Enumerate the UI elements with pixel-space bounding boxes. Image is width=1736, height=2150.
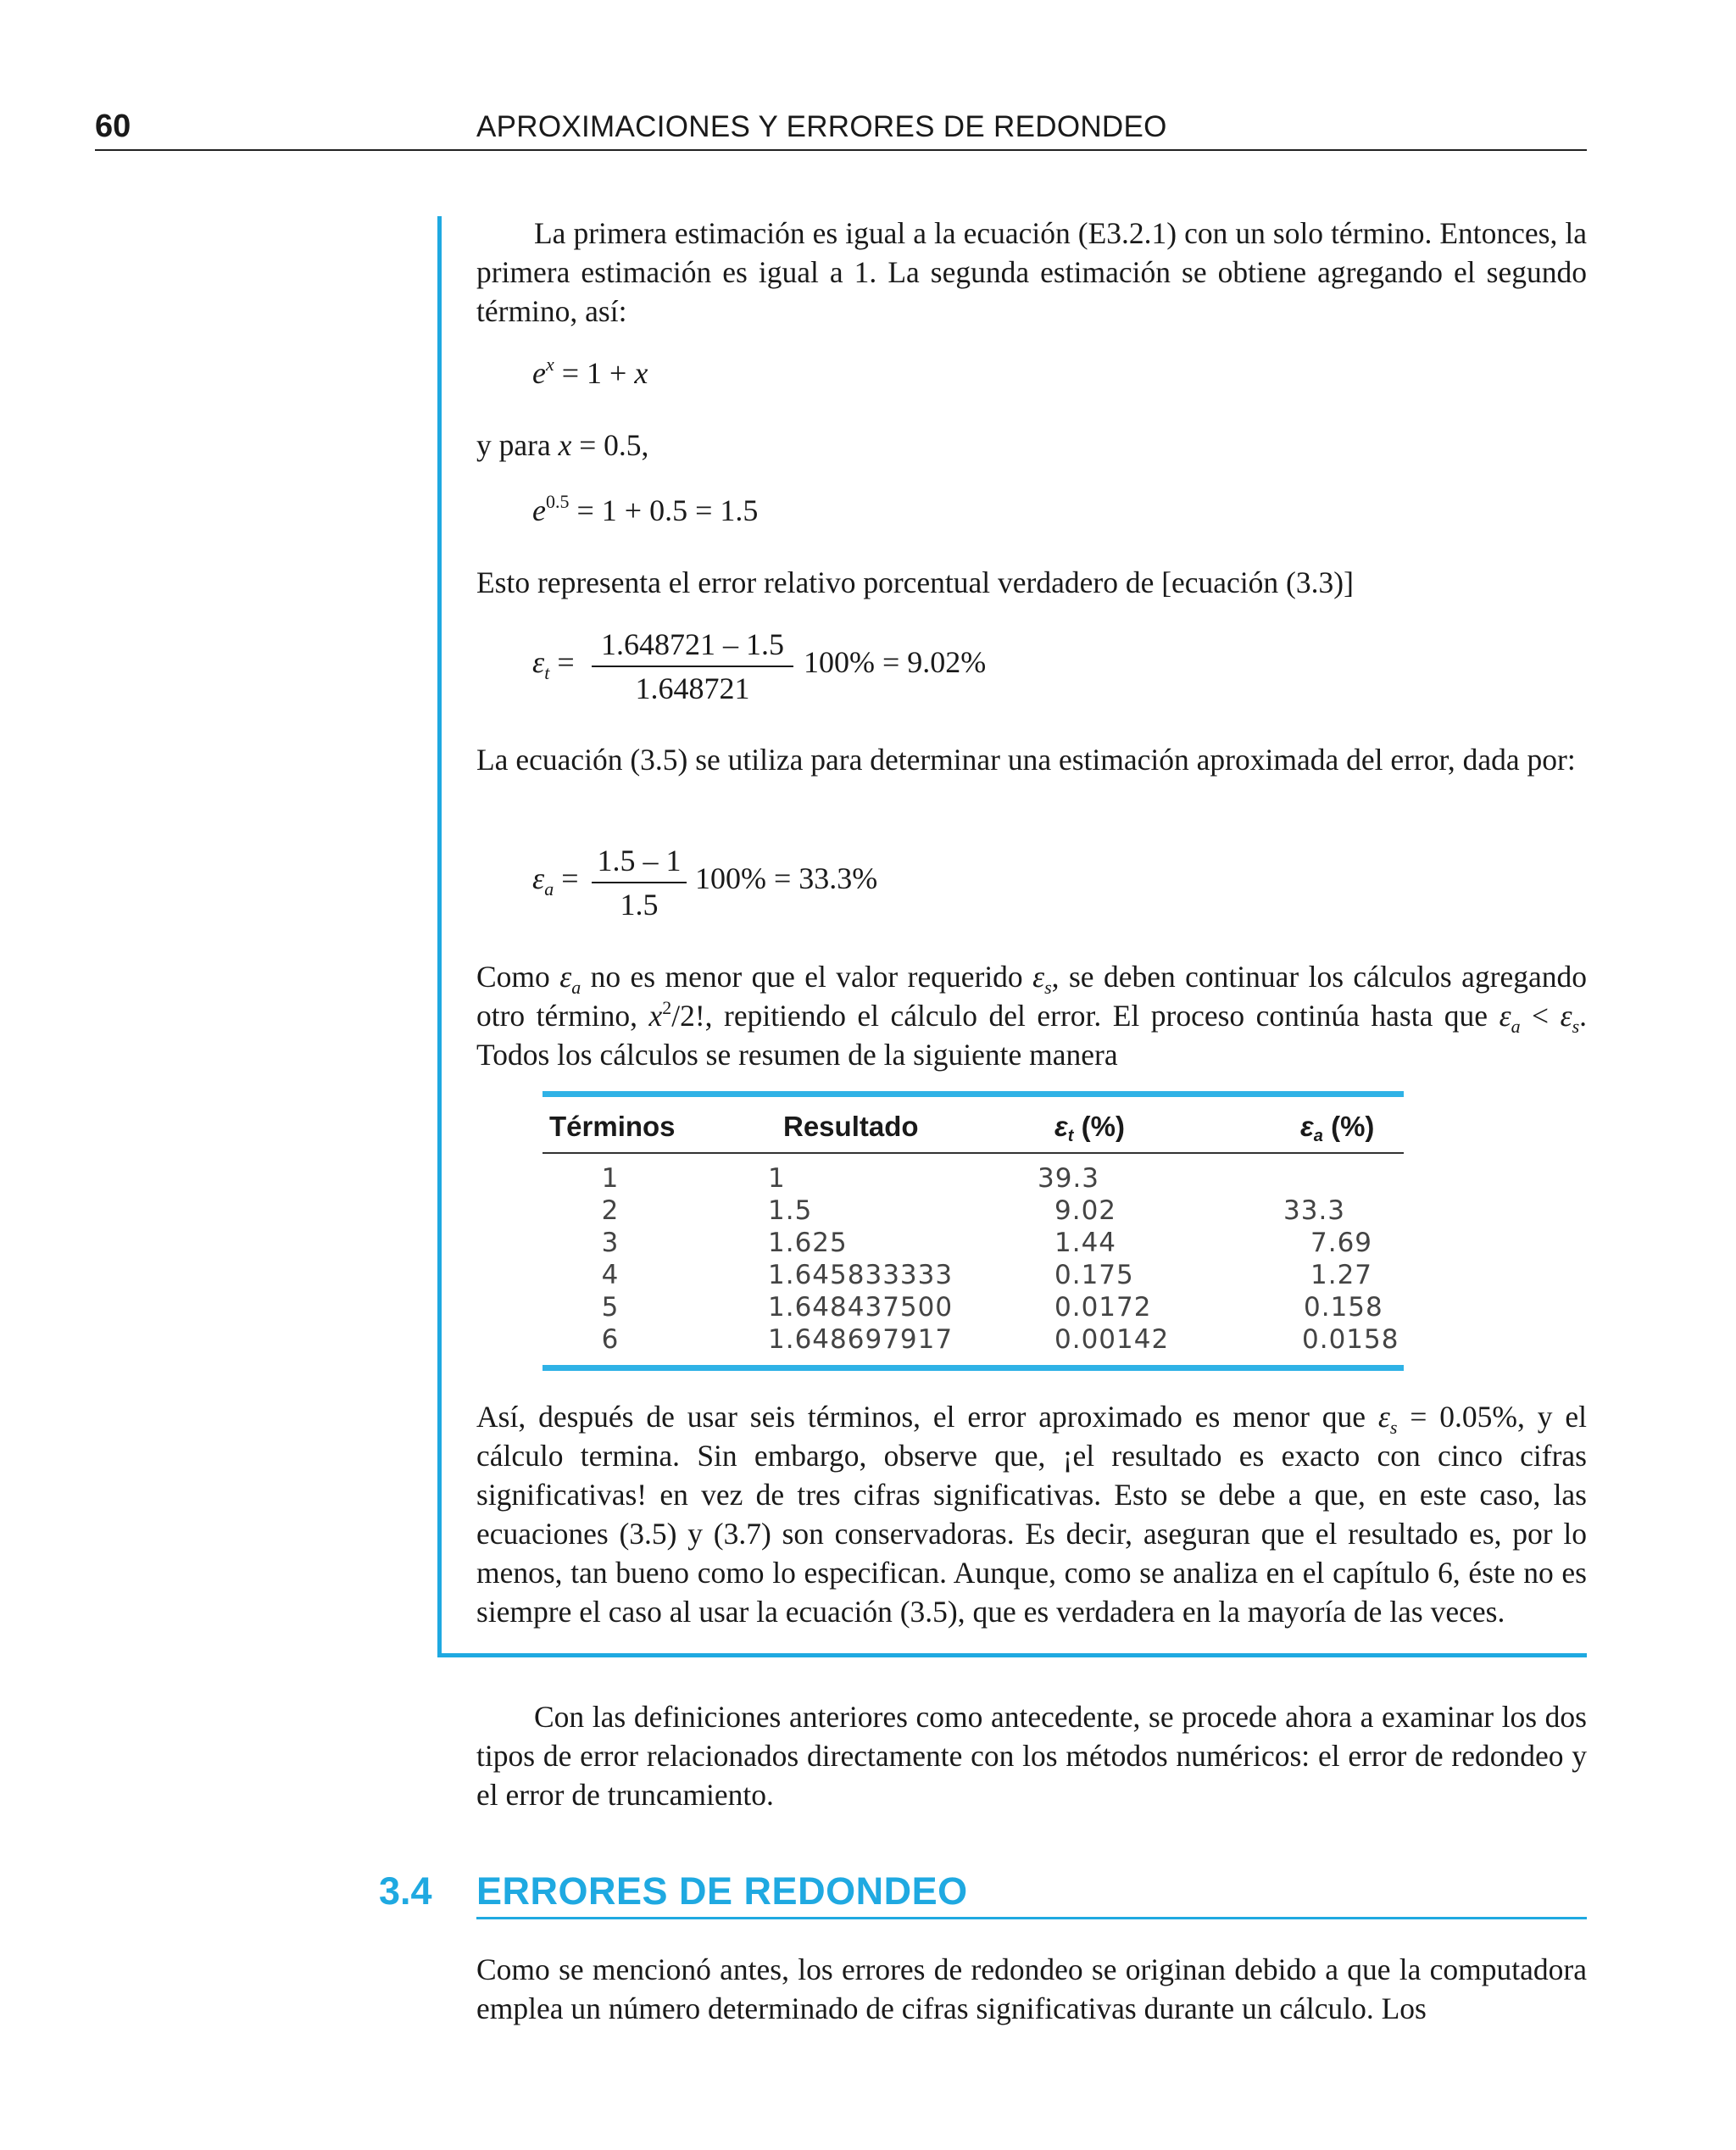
table-cell-et: 0.175 <box>1054 1260 1134 1290</box>
table-cell-terminos: 4 <box>601 1260 620 1290</box>
body-paragraph-2: Como se mencionó antes, los errores de redondeo se originan debido a que la computadora emplea un número determinado de cifras significativas durante un cálculo. Los <box>476 1952 1587 2025</box>
table-bottom-rule <box>542 1365 1404 1371</box>
table-cell-et: 1.44 <box>1054 1228 1117 1258</box>
fraction-bar <box>592 882 687 883</box>
equation-3-lhs: $\varepsilon_t$ = <box>532 645 575 683</box>
fraction-bar <box>592 666 793 667</box>
section-number: 3.4 <box>379 1869 432 1913</box>
table-cell-terminos: 6 <box>601 1324 620 1355</box>
equation-3-numerator: 1.648721 – 1.5 <box>601 627 784 661</box>
equation-4-denominator: 1.5 <box>620 888 659 922</box>
section-rule <box>476 1917 1587 1919</box>
example-paragraph-1: La primera estimación es igual a la ecuación (E3.2.1) con un solo término. Entonces, la primera estimación es igual a 1. La segunda estimación se obtiene agregando el segundo término, así: <box>476 216 1587 328</box>
section-title: ERRORES DE REDONDEO <box>476 1869 968 1913</box>
equation-3-result: 100% = 9.02% <box>804 645 987 679</box>
example-paragraph-3: Esto representa el error relativo porcentual verdadero de [ecuación (3.3)] <box>476 565 1354 599</box>
table-cell-terminos: 2 <box>601 1195 620 1226</box>
table-header-resultado: Resultado <box>783 1111 919 1142</box>
table-header-rule <box>542 1152 1404 1154</box>
body-paragraph-1: Con las definiciones anteriores como antecedente, se procede ahora a examinar los dos tipos de error relacionados directamente con los métodos numéricos: el error de redondeo y el error de truncamiento. <box>476 1700 1587 1812</box>
header-rule <box>95 149 1587 151</box>
table-cell-resultado: 1.648697917 <box>768 1324 954 1355</box>
table-header-terminos: Términos <box>549 1111 676 1142</box>
table-cell-et: 0.0172 <box>1054 1292 1152 1323</box>
table-cell-ea: 7.69 <box>1310 1228 1373 1258</box>
equation-2: $e^{0.5} = 1 + 0.5 = 1.5$ <box>532 491 759 527</box>
table-cell-ea: 0.158 <box>1304 1292 1383 1323</box>
table-cell-ea: 1.27 <box>1310 1260 1373 1290</box>
equation-1: $e^x = 1 + x$ <box>532 354 648 390</box>
table-cell-ea: 33.3 <box>1283 1195 1346 1226</box>
table-cell-resultado: 1.625 <box>768 1228 848 1258</box>
table-cell-terminos: 5 <box>601 1292 620 1323</box>
table-header-et: $\varepsilon_t$ (%) <box>1054 1111 1125 1145</box>
table-cell-terminos: 3 <box>601 1228 620 1258</box>
table-cell-et: 0.00142 <box>1054 1324 1170 1355</box>
table-cell-resultado: 1.5 <box>768 1195 813 1226</box>
example-box-left-border <box>437 216 442 1657</box>
equation-4-result: 100% = 33.3% <box>695 861 878 895</box>
table-cell-resultado: 1.648437500 <box>768 1292 954 1323</box>
table-cell-resultado: 1 <box>768 1163 786 1194</box>
example-paragraph-4: La ecuación (3.5) se utiliza para determinar una estimación aproximada del error, dada por: <box>476 743 1576 777</box>
running-header-title: APROXIMACIONES Y ERRORES DE REDONDEO <box>476 110 1167 143</box>
page-number: 60 <box>95 109 131 144</box>
example-paragraph-5: Como $\varepsilon_a$ no es menor que el valor requerido $\varepsilon_s$, se deben continuar los cálculos agregando otro término, $x^2/2$!, repitiendo el cálculo del error. El proceso continúa hasta que $\varepsilon_a < \varepsilon_s$. Todos los cálculos se resumen de la siguiente manera <box>476 960 1587 1072</box>
equation-3-denominator: 1.648721 <box>635 671 750 705</box>
table-cell-terminos: 1 <box>601 1163 620 1194</box>
example-box-bottom-border <box>437 1653 1587 1657</box>
equation-4-fraction <box>592 842 687 923</box>
table-cell-ea: 0.0158 <box>1302 1324 1399 1355</box>
equation-4-lhs: $\varepsilon_a$ = <box>532 861 579 900</box>
table-top-rule <box>542 1091 1404 1097</box>
equation-3-fraction <box>592 626 793 707</box>
table-cell-et: 39.3 <box>1038 1163 1100 1194</box>
table-cell-resultado: 1.645833333 <box>768 1260 954 1290</box>
table-header-ea: $\varepsilon_a$ (%) <box>1300 1111 1375 1145</box>
example-paragraph-2: y para x = 0.5, <box>476 428 649 462</box>
equation-4-numerator: 1.5 – 1 <box>597 844 682 877</box>
example-paragraph-6: Así, después de usar seis términos, el error aproximado es menor que $\varepsilon_s = 0.05\%$, y el cálculo termina. Sin embargo, observe que, ¡el resultado es exacto con cinco cifras significativas! en vez de tres cifras significativas. Esto se debe a que, en este caso, las ecuaciones (3.5) y (3.7) son conservadoras. Es decir, aseguran que el resultado es, por lo menos, tan bueno como lo especifican. Aunque, como se analiza en el capítulo 6, éste no es siempre el caso al usar la ecuación (3.5), que es verdadera en la mayoría de las veces. <box>476 1400 1587 1629</box>
table-cell-et: 9.02 <box>1054 1195 1117 1226</box>
